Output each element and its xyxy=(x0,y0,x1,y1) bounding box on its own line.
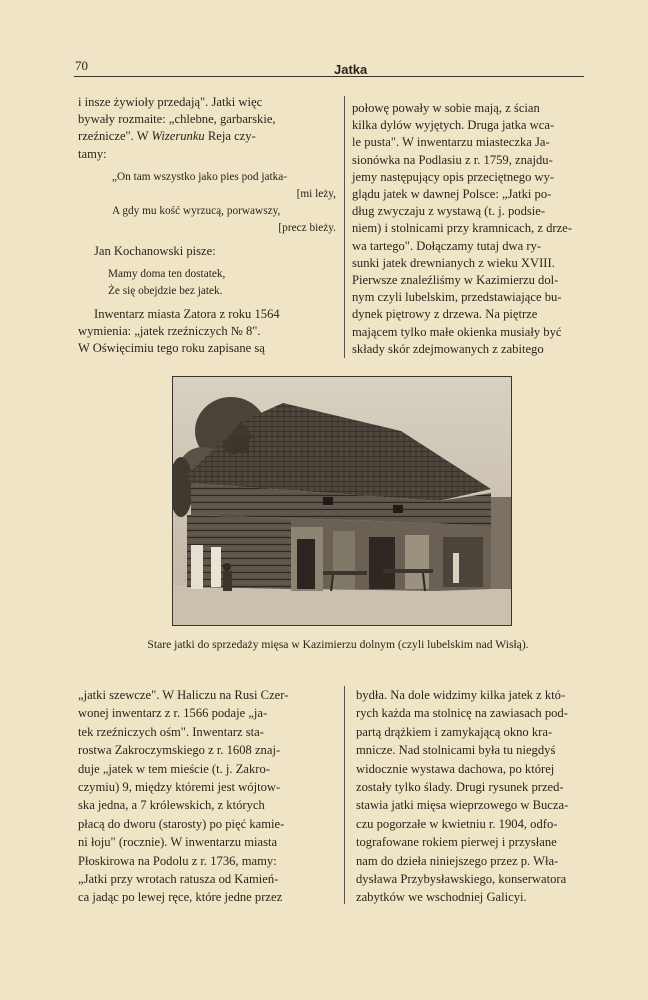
running-title: Jatka xyxy=(334,62,368,77)
page-number: 70 xyxy=(75,58,88,73)
text-line: mnicze. Nad stolnicami była tu niegdyś xyxy=(356,743,556,758)
text-line: „jatki szewcze". W Haliczu na Rusi Czer- xyxy=(78,688,289,702)
verse-continuation: [mi leży, xyxy=(296,187,336,200)
text-line: stawia jatki mięsa wieprzowego w Bucza- xyxy=(356,798,569,813)
text-line: zostały tylko ślady. Drugi rysunek przed- xyxy=(356,780,564,795)
column-rule-bottom xyxy=(344,686,345,904)
text-line: rostwa Zakroczymskiego z r. 1608 znaj- xyxy=(78,743,281,758)
text-line: ni łoju" (rocznie). W inwentarzu miasta xyxy=(78,835,278,850)
text-line: jemy następujący opis przeciętnego wy- xyxy=(352,169,555,184)
text-line: W Oświęcimiu tego roku zapisane są xyxy=(78,341,265,356)
paragraph-1 xyxy=(78,94,336,163)
figure-caption: Stare jatki do sprzedaży mięsa w Kazimierzu dolnym (czyli lubelskim nad Wisłą). xyxy=(147,638,529,651)
text-line: czymiu) 9, między któremi jest wójtow- xyxy=(78,780,281,795)
text-line: glądu jatek w dawnej Polsce: „Jatki po- xyxy=(352,187,552,202)
text-line: składy skór zdejmowanych z zabitego xyxy=(352,341,544,356)
quote-kochanowski xyxy=(108,266,336,300)
top-right-column xyxy=(352,100,614,358)
quote-rej xyxy=(112,169,336,237)
verse-line: A gdy mu kość wyrzucą, porwawszy, xyxy=(112,204,281,217)
photo-wooden-stalls xyxy=(172,376,512,626)
top-left-column xyxy=(78,94,336,358)
text-line: sunki jatek drewnianych z wieku XVIII. xyxy=(352,255,555,270)
text-line: nam do dzieła niniejszego przez p. Wła- xyxy=(356,853,559,868)
text-line: nym czyli lubelskim, przedstawiające bu- xyxy=(352,290,562,305)
text-line: widocznie wystawa dachowa, po której xyxy=(356,761,555,776)
paragraph-3 xyxy=(78,306,336,358)
column-rule-top xyxy=(344,96,345,358)
text-line: le pusta". W inwentarzu miasteczka Ja- xyxy=(352,135,550,150)
paragraph-2: Jan Kochanowski pisze: xyxy=(94,243,216,258)
text-line: partą drążkiem i zamykającą okno kra- xyxy=(356,724,553,739)
text-line: kilka dylów wyjętych. Druga jatka wca- xyxy=(352,118,555,133)
text-line: tek rzeźniczych ośm". Inwentarz sta- xyxy=(78,724,264,739)
photo-illustration xyxy=(173,377,511,625)
text-line: duje „jatek w tem mieście (t. j. Zakro- xyxy=(78,761,270,776)
verse-line: Że się obejdzie bez jatek. xyxy=(108,285,223,298)
italic-title: Wizerunku xyxy=(151,129,205,144)
verse-line: „On tam wszystko jako pies pod jatka- xyxy=(112,170,288,183)
text-line: bydła. Na dole widzimy kilka jatek z któ- xyxy=(356,688,566,702)
text-line: zabytków we wschodniej Galicyi. xyxy=(356,890,527,905)
text-line: i insze żywioły przedają". Jatki więc xyxy=(78,95,263,109)
text-line: dysława Przybysławskiego, konserwatora xyxy=(356,872,567,887)
text-line: „Jatki przy wrotach ratusza od Kamień- xyxy=(78,872,279,887)
text-line: Inwentarz miasta Zatora z roku 1564 xyxy=(94,307,280,322)
text-line: rych każda ma stolnicę na zawiasach pod- xyxy=(356,706,568,721)
text-line: dług zwyczaju z wystawą (t. j. podsie- xyxy=(352,204,546,219)
text-line: bywały rozmaite: „chlebne, garbarskie, xyxy=(78,112,276,127)
text-line: tografowane rokiem pierwej i przysłane xyxy=(356,835,557,850)
text-line: dynek piętrowy z drzewa. Na piętrze xyxy=(352,307,538,322)
text-line: wonej inwentarz z r. 1566 podaje „ja- xyxy=(78,706,268,721)
text-line: czu pogorzałe w kwietniu r. 1904, odfo- xyxy=(356,816,558,831)
text-line: płacą do dworu (starosty) po pięć kamie- xyxy=(78,816,285,831)
header-rule xyxy=(74,76,584,77)
verse-continuation: [precz bieży. xyxy=(278,221,336,234)
text-line: sionówka na Podlasiu z r. 1759, znajdu- xyxy=(352,152,553,167)
verse-line: Mamy doma ten dostatek, xyxy=(108,268,226,281)
text-line: rzeźnicze". W Wizerunku Reja czy- xyxy=(78,129,256,144)
text-line: ca jadąc po lewej ręce, które jedne przez xyxy=(78,890,283,905)
text-line: połowę powały w sobie mają, z ścian xyxy=(352,101,540,115)
text-line: Płoskirowa na Podolu z r. 1736, mamy: xyxy=(78,853,277,868)
text-line: wymienia: „jatek rzeźniczych № 8". xyxy=(78,324,261,339)
text-line: tamy: xyxy=(78,146,107,161)
bottom-right-column xyxy=(356,686,614,907)
text-line: Pierwsze znaleźliśmy w Kazimierzu dol- xyxy=(352,273,559,288)
text-line: wa tartego". Dołączamy tutaj dwa ry- xyxy=(352,238,542,253)
text-line: mającem tylko małe okienka musiały być xyxy=(352,324,562,339)
text-line: niem) i stolnicami przy kramnicach, z drze- xyxy=(352,221,572,236)
bottom-left-column xyxy=(78,686,334,907)
text-line: ska jedna, a 7 królewskich, z których xyxy=(78,798,265,813)
